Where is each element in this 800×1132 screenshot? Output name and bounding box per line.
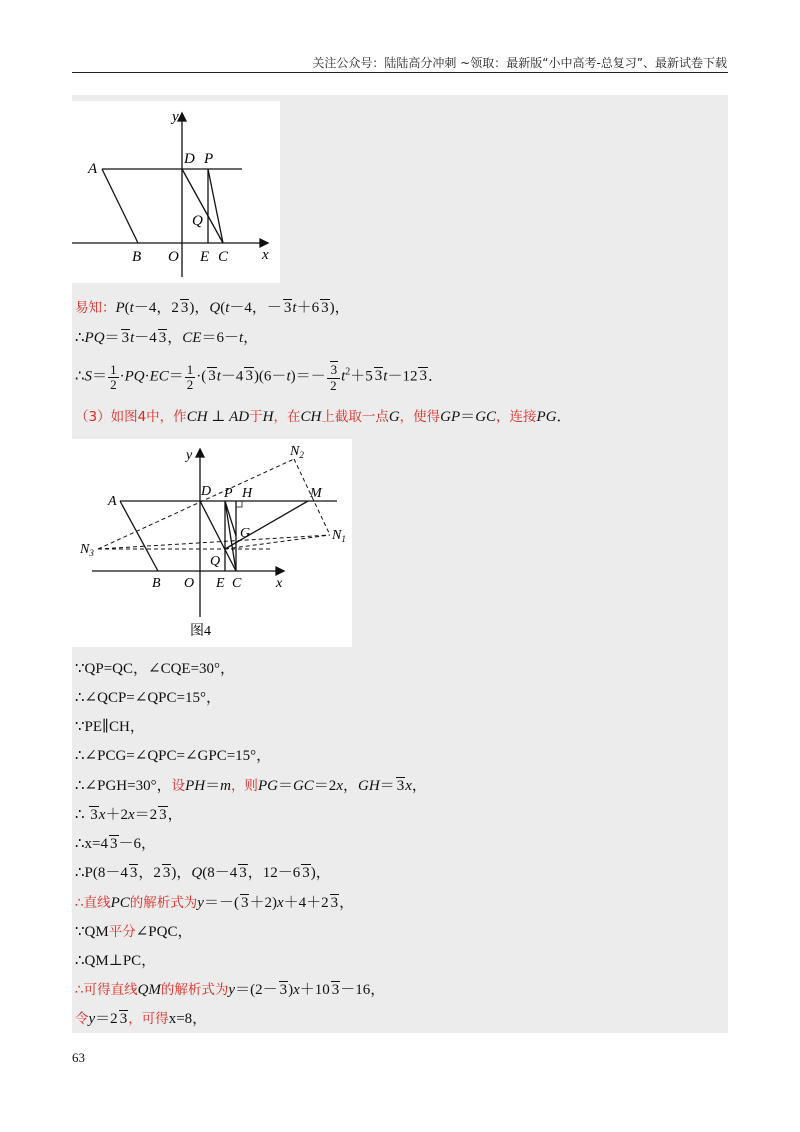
- right-angle-mark: [236, 501, 242, 507]
- page-number: 63: [72, 1050, 85, 1065]
- segment-pg: [225, 501, 236, 536]
- segment-qm: [225, 501, 308, 549]
- solution-line: ∵QP=QC，∠CQE=30°，: [75, 661, 236, 677]
- solution-line: ∴PQ＝ 3t－4 3，CE＝6－t，: [75, 330, 259, 346]
- solution-line: ∴∠PCG=∠QPC=∠GPC=15°，: [75, 748, 272, 764]
- header-rule: [72, 72, 728, 73]
- label-q: Q: [192, 213, 203, 229]
- dashed-n3-n1: [98, 535, 330, 549]
- solution-line: 令y＝2 3，可得x=8，: [75, 1011, 208, 1027]
- label-x: x: [276, 576, 283, 591]
- solution-line: ∴x=4 3－6，: [75, 836, 157, 852]
- solution-line: ∴QM⊥PC，: [75, 953, 157, 969]
- x-axis-arrow: [260, 239, 268, 247]
- label-o: O: [168, 249, 179, 265]
- solution-line: ∴ 3x＋2x＝2 3，: [75, 807, 183, 823]
- label-n2: $N_2$: [290, 444, 304, 460]
- label-a: A: [108, 494, 117, 509]
- label-o: O: [184, 576, 195, 591]
- solution-line: ∵PE∥CH，: [75, 719, 145, 735]
- label-a: A: [88, 161, 98, 177]
- solution-line: ∴S＝ $\frac{1}{2}$ ·PQ·EC＝ $\frac{1}{2}$ ·( 3t－4 3)(6－t)＝－ $\frac{3}{2}$ $t^2+5$ 3t－12 3．: [75, 361, 443, 393]
- x-axis-arrow: [276, 567, 284, 575]
- label-q: Q: [210, 554, 221, 569]
- label-g: G: [240, 526, 251, 541]
- solution-content: [72, 95, 728, 1033]
- solution-line: （3）如图4中，作CH ⊥ AD于H，在CH上截取一点G，使得GP＝GC，连接PG．: [75, 409, 572, 425]
- figure-4-caption: 图4: [190, 624, 211, 639]
- solution-line: 易知：P(t－4，2 3)，Q(t－4，－ 3t＋6 3)，: [75, 300, 350, 316]
- label-p: P: [224, 486, 233, 501]
- label-b: B: [132, 249, 142, 265]
- label-h: H: [242, 486, 253, 501]
- solution-line: ∴∠QCP=∠QPC=15°，: [75, 690, 221, 706]
- segment-dc: [182, 169, 223, 243]
- y-axis-arrow: [178, 113, 186, 121]
- label-p: P: [204, 151, 214, 167]
- label-y: y: [172, 109, 179, 125]
- figure-4: [72, 439, 352, 647]
- label-m: M: [310, 486, 322, 501]
- page-header: 关注公众号：陆陆高分冲刺 ~领取：最新版“小中高考-总复习”、最新试卷下载: [312, 56, 727, 70]
- label-e: E: [200, 249, 210, 265]
- segment-ab: [102, 169, 138, 243]
- label-c: C: [232, 576, 242, 591]
- segment-pc: [208, 169, 223, 243]
- label-b: B: [152, 576, 161, 591]
- figure-1-svg: [72, 101, 280, 283]
- dashed-n3-n2: [98, 459, 294, 549]
- solution-line: ∴P(8－4 3，2 3)，Q(8－4 3，12－6 3)，: [75, 865, 331, 881]
- label-x: x: [262, 247, 269, 263]
- figure-1: [72, 101, 280, 283]
- label-c: C: [218, 249, 229, 265]
- label-n3: $N_3$: [80, 542, 94, 558]
- label-d: D: [201, 484, 212, 499]
- label-y: y: [186, 448, 193, 463]
- solution-line: ∴∠PGH=30°，设PH＝m，则PG＝GC＝2x，GH＝ 3x，: [75, 778, 427, 794]
- label-d: D: [184, 151, 195, 167]
- label-n1: $N_1$: [332, 528, 346, 544]
- solution-line: ∴可得直线QM的解析式为y＝(2－ 3)x＋10 3－16，: [75, 982, 386, 998]
- solution-line: ∵QM平分∠PQC，: [75, 924, 193, 940]
- label-e: E: [216, 576, 225, 591]
- y-axis-arrow: [196, 449, 204, 457]
- figure-4-svg: [72, 439, 352, 647]
- solution-line: ∴直线PC的解析式为y＝－( 3＋2)x＋4＋2 3，: [75, 895, 355, 911]
